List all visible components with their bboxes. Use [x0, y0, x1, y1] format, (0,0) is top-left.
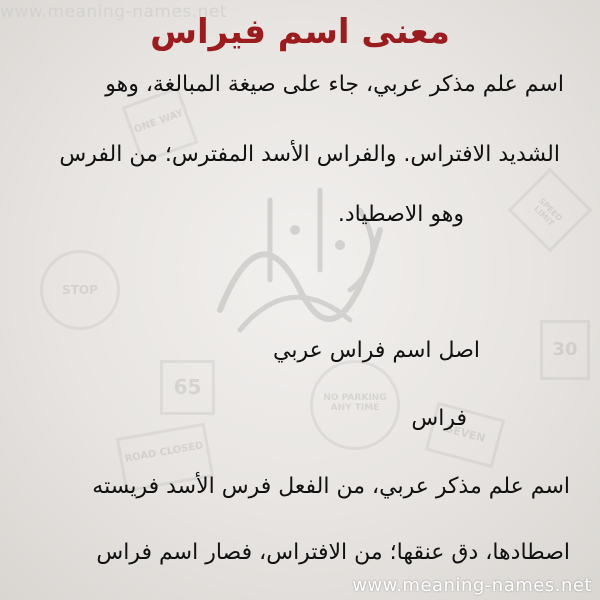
watermark-bottom: www.meaning-names.net	[352, 575, 592, 596]
watermark-top: www.meaning-names.net	[0, 2, 228, 22]
bg-sign-road-closed: ROAD CLOSED	[116, 423, 214, 493]
meaning-line-1: اسم علم مذكر عربي، جاء على صيغة المبالغة، وهو	[105, 72, 564, 97]
meaning-line-3: وهو الاصطياد.	[337, 202, 464, 227]
bg-sign-stop: STOP	[40, 250, 120, 330]
meaning-line-2: الشديد الافتراس. والفراس الأسد المفترس؛ من الفرس	[59, 142, 560, 167]
bg-sign-one-way: ONE WAY	[122, 87, 199, 164]
bg-sign-seven: SEVEN	[425, 402, 506, 468]
origin-line: اصل اسم فراس عربي	[273, 338, 480, 363]
name-heading: فراس	[411, 406, 467, 431]
calligraphy-logo	[200, 170, 410, 350]
bg-sign-30: 30	[540, 320, 590, 380]
page-title: معنى اسم فيراس	[150, 12, 450, 52]
bg-sign-speed-limit: SPEED LIMIT	[508, 168, 593, 253]
meaning-line-7: اصطادها، دق عنقها؛ من الافتراس، فصار اسم فراس	[96, 540, 570, 565]
meaning-line-6: اسم علم مذكر عربي، من الفعل فرس الأسد فريسته	[92, 474, 570, 499]
bg-sign-no-parking: NO PARKING ANY TIME	[310, 360, 400, 450]
bg-sign-65: 65	[160, 360, 215, 415]
